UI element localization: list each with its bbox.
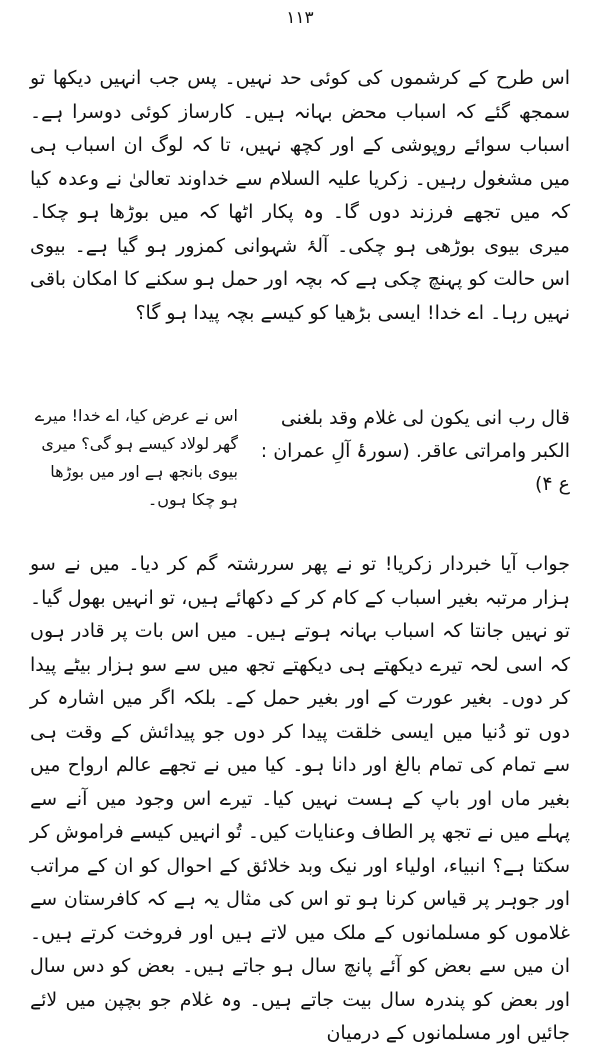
quran-quote-block (30, 402, 570, 514)
quran-verse-translation: اس نے عرض کیا، اے خدا! میرے گھر لولاد کیسے ہو گی؟ میری بیوی بانجھ ہے اور میں بوڑھا ہو چکا ہوں۔ (34, 406, 238, 509)
quran-verse-arabic: قال رب انی یکون لی غلام وقد بلغنی الکبر وامراتی عاقر. (سورۂ آلِ عمران : ع ۴) (260, 407, 570, 495)
page-number: ۱۱۳ (286, 8, 314, 28)
paragraph-divine-answer: جواب آیا خبردار زکریا! تو نے پھر سررشتہ گم کر دیا۔ میں نے سو ہزار مرتبہ بغیر اسباب کے کام کر کے دکھائے ہیں، تو انہیں بھول گیا۔ تو نہیں جانتا کہ اسباب بہانہ ہوتے ہیں۔ میں اس بات پر قادر ہوں کہ اسی لحہ تیرے دیکھتے ہی دیکھتے تجھ میں سے سو ہزار بیٹے پیدا کر دوں۔ بغیر عورت کے اور بغیر حمل کے۔ بلکہ اگر میں اشارہ کر دوں تو دُنیا میں ایسی خلقت پیدا کر دوں جو پیدائش کے وقت ہی سے تمام کی تمام بالغ اور دانا ہو۔ کیا میں نے تجھے عالم ارواح میں بغیر ماں اور باپ کے ہست نہیں کیا۔ تیرے اس وجود میں آنے سے پہلے میں نے تجھ پر الطاف وعنایات کیں۔ تُو انہیں کیسے فراموش کر سکتا ہے؟ انبیاء، اولیاء اور نیک وبد خلائق کے احوال کو ان کے مراتب اور جوہر پر قیاس کرنا ہو تو اس کی مثال یہ ہے کہ کافرستان سے غلاموں کو مسلمانوں کے ملک میں لاتے ہیں اور فروخت کرتے ہیں۔ ان میں سے بعض کو آئے پانچ سال ہو جاتے ہیں۔ بعض کو دس سال اور بعض کو پندرہ سال بیت جاتے ہیں۔ وہ غلام جو بچپن میں لائے جائیں اور مسلمانوں کے درمیان (30, 553, 570, 1044)
paragraph-zakariya-promise: اس طرح کے کرشموں کی کوئی حد نہیں۔ پس جب انہیں دیکھا تو سمجھ گئے کہ اسباب محض بہانہ ہیں۔ کارساز کوئی دوسرا ہے۔ اسباب سوائے روپوشی کے اور کچھ نہیں، تا کہ لوگ ان اسباب ہی میں مشغول رہیں۔ زکریا علیہ السلام سے خداوند تعالیٰ نے وعدہ کیا کہ میں تجھے فرزند دوں گا۔ وہ پکار اٹھا کہ میں بوڑھا ہو چکا۔ میری بیوی بوڑھی ہو چکی۔ آلۂ شہوانی کمزور ہو گیا ہے۔ بیوی اس حالت کو پہنچ چکی ہے کہ بچہ اور حمل ہو سکنے کا امکان باقی نہیں رہا۔ اے خدا! ایسی بڑھیا کو کیسے بچہ پیدا ہو گا؟ (30, 67, 570, 324)
